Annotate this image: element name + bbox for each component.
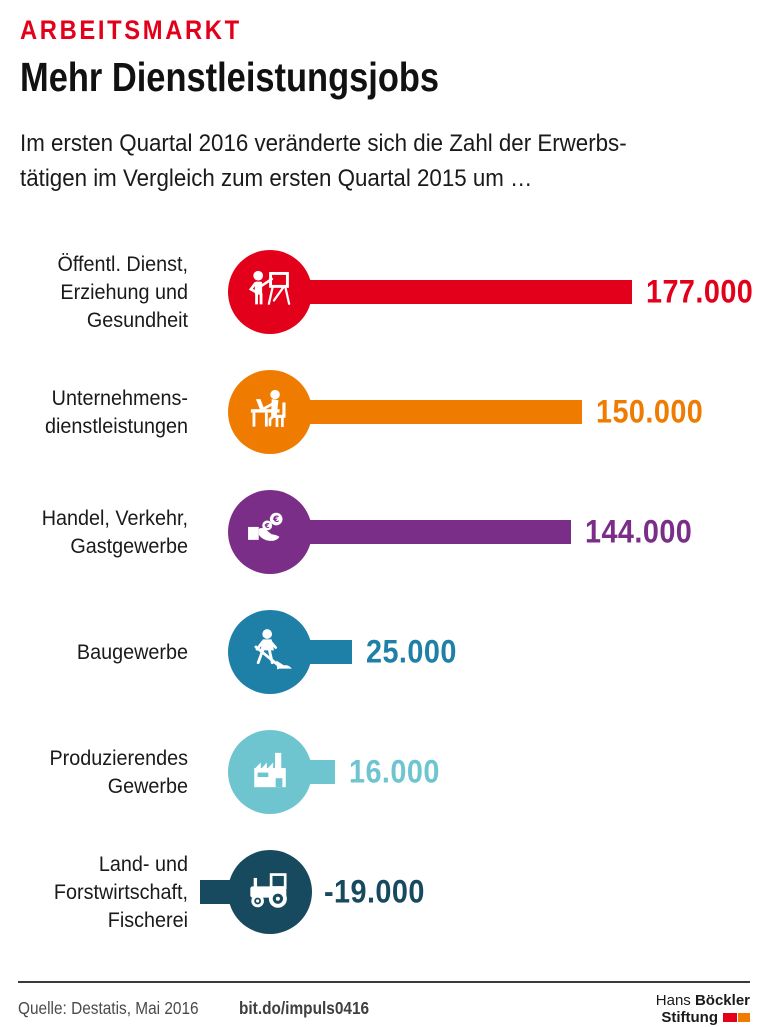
hand-euro-coins-icon <box>228 490 312 574</box>
tractor-icon <box>228 850 312 934</box>
bar-chart <box>0 232 768 952</box>
chart-row-oeffentl-dienst <box>0 232 768 352</box>
bar <box>306 640 352 664</box>
kicker <box>20 15 272 46</box>
category-label: Öffentl. Dienst, Erziehung und Gesundheit <box>57 252 189 332</box>
category-label: Land- und Forstwirtschaft, Fischerei <box>53 852 188 932</box>
chart-row-handel-verkehr <box>0 472 768 592</box>
value-label: 25.000 <box>366 633 457 670</box>
factory-icon <box>228 730 312 814</box>
category-label: Produzierendes Gewerbe <box>49 746 188 798</box>
category-label: Unternehmens- dienstleistungen <box>45 386 189 438</box>
logo-line1: Hans Böckler <box>655 992 750 1009</box>
value-label: 16.000 <box>349 753 440 790</box>
svg-text:€: € <box>273 515 280 526</box>
logo-mark-orange <box>738 1013 750 1022</box>
hans-boeckler-stiftung-logo <box>656 992 750 1026</box>
footer <box>18 981 750 1026</box>
value-label: 177.000 <box>646 273 754 310</box>
source-link[interactable]: bit.do/impuls0416 <box>239 998 370 1018</box>
teacher-presentation-icon <box>228 250 312 334</box>
bar <box>306 400 582 424</box>
value-label: -19.000 <box>324 873 425 910</box>
source-text: Quelle: Destatis, Mai 2016 <box>18 998 199 1018</box>
logo-line2: Stiftung <box>656 1009 750 1026</box>
bar <box>306 280 632 304</box>
value-label: 144.000 <box>585 513 693 550</box>
page-title <box>20 54 519 101</box>
desk-worker-icon <box>228 370 312 454</box>
category-label: Baugewerbe <box>76 640 188 664</box>
bar <box>306 520 571 544</box>
chart-row-unternehmensdienstleistungen <box>0 352 768 472</box>
svg-text:€: € <box>264 521 270 531</box>
page-title-text: Mehr Dienstleistungsjobs <box>20 54 440 100</box>
subtitle: Im ersten Quartal 2016 veränderte sich die Zahl der Erwerbs- tätigen im Vergleich zum ersten Quartal 2015 um … <box>20 130 627 192</box>
category-label: Handel, Verkehr, Gastgewerbe <box>41 506 189 558</box>
construction-worker-icon <box>228 610 312 694</box>
kicker-text: ARBEITSMARKT <box>20 15 242 45</box>
logo-mark-red <box>723 1013 737 1022</box>
chart-row-baugewerbe <box>0 592 768 712</box>
chart-row-produzierendes-gewerbe <box>0 712 768 832</box>
chart-row-landwirtschaft <box>0 832 768 952</box>
value-label: 150.000 <box>596 393 704 430</box>
